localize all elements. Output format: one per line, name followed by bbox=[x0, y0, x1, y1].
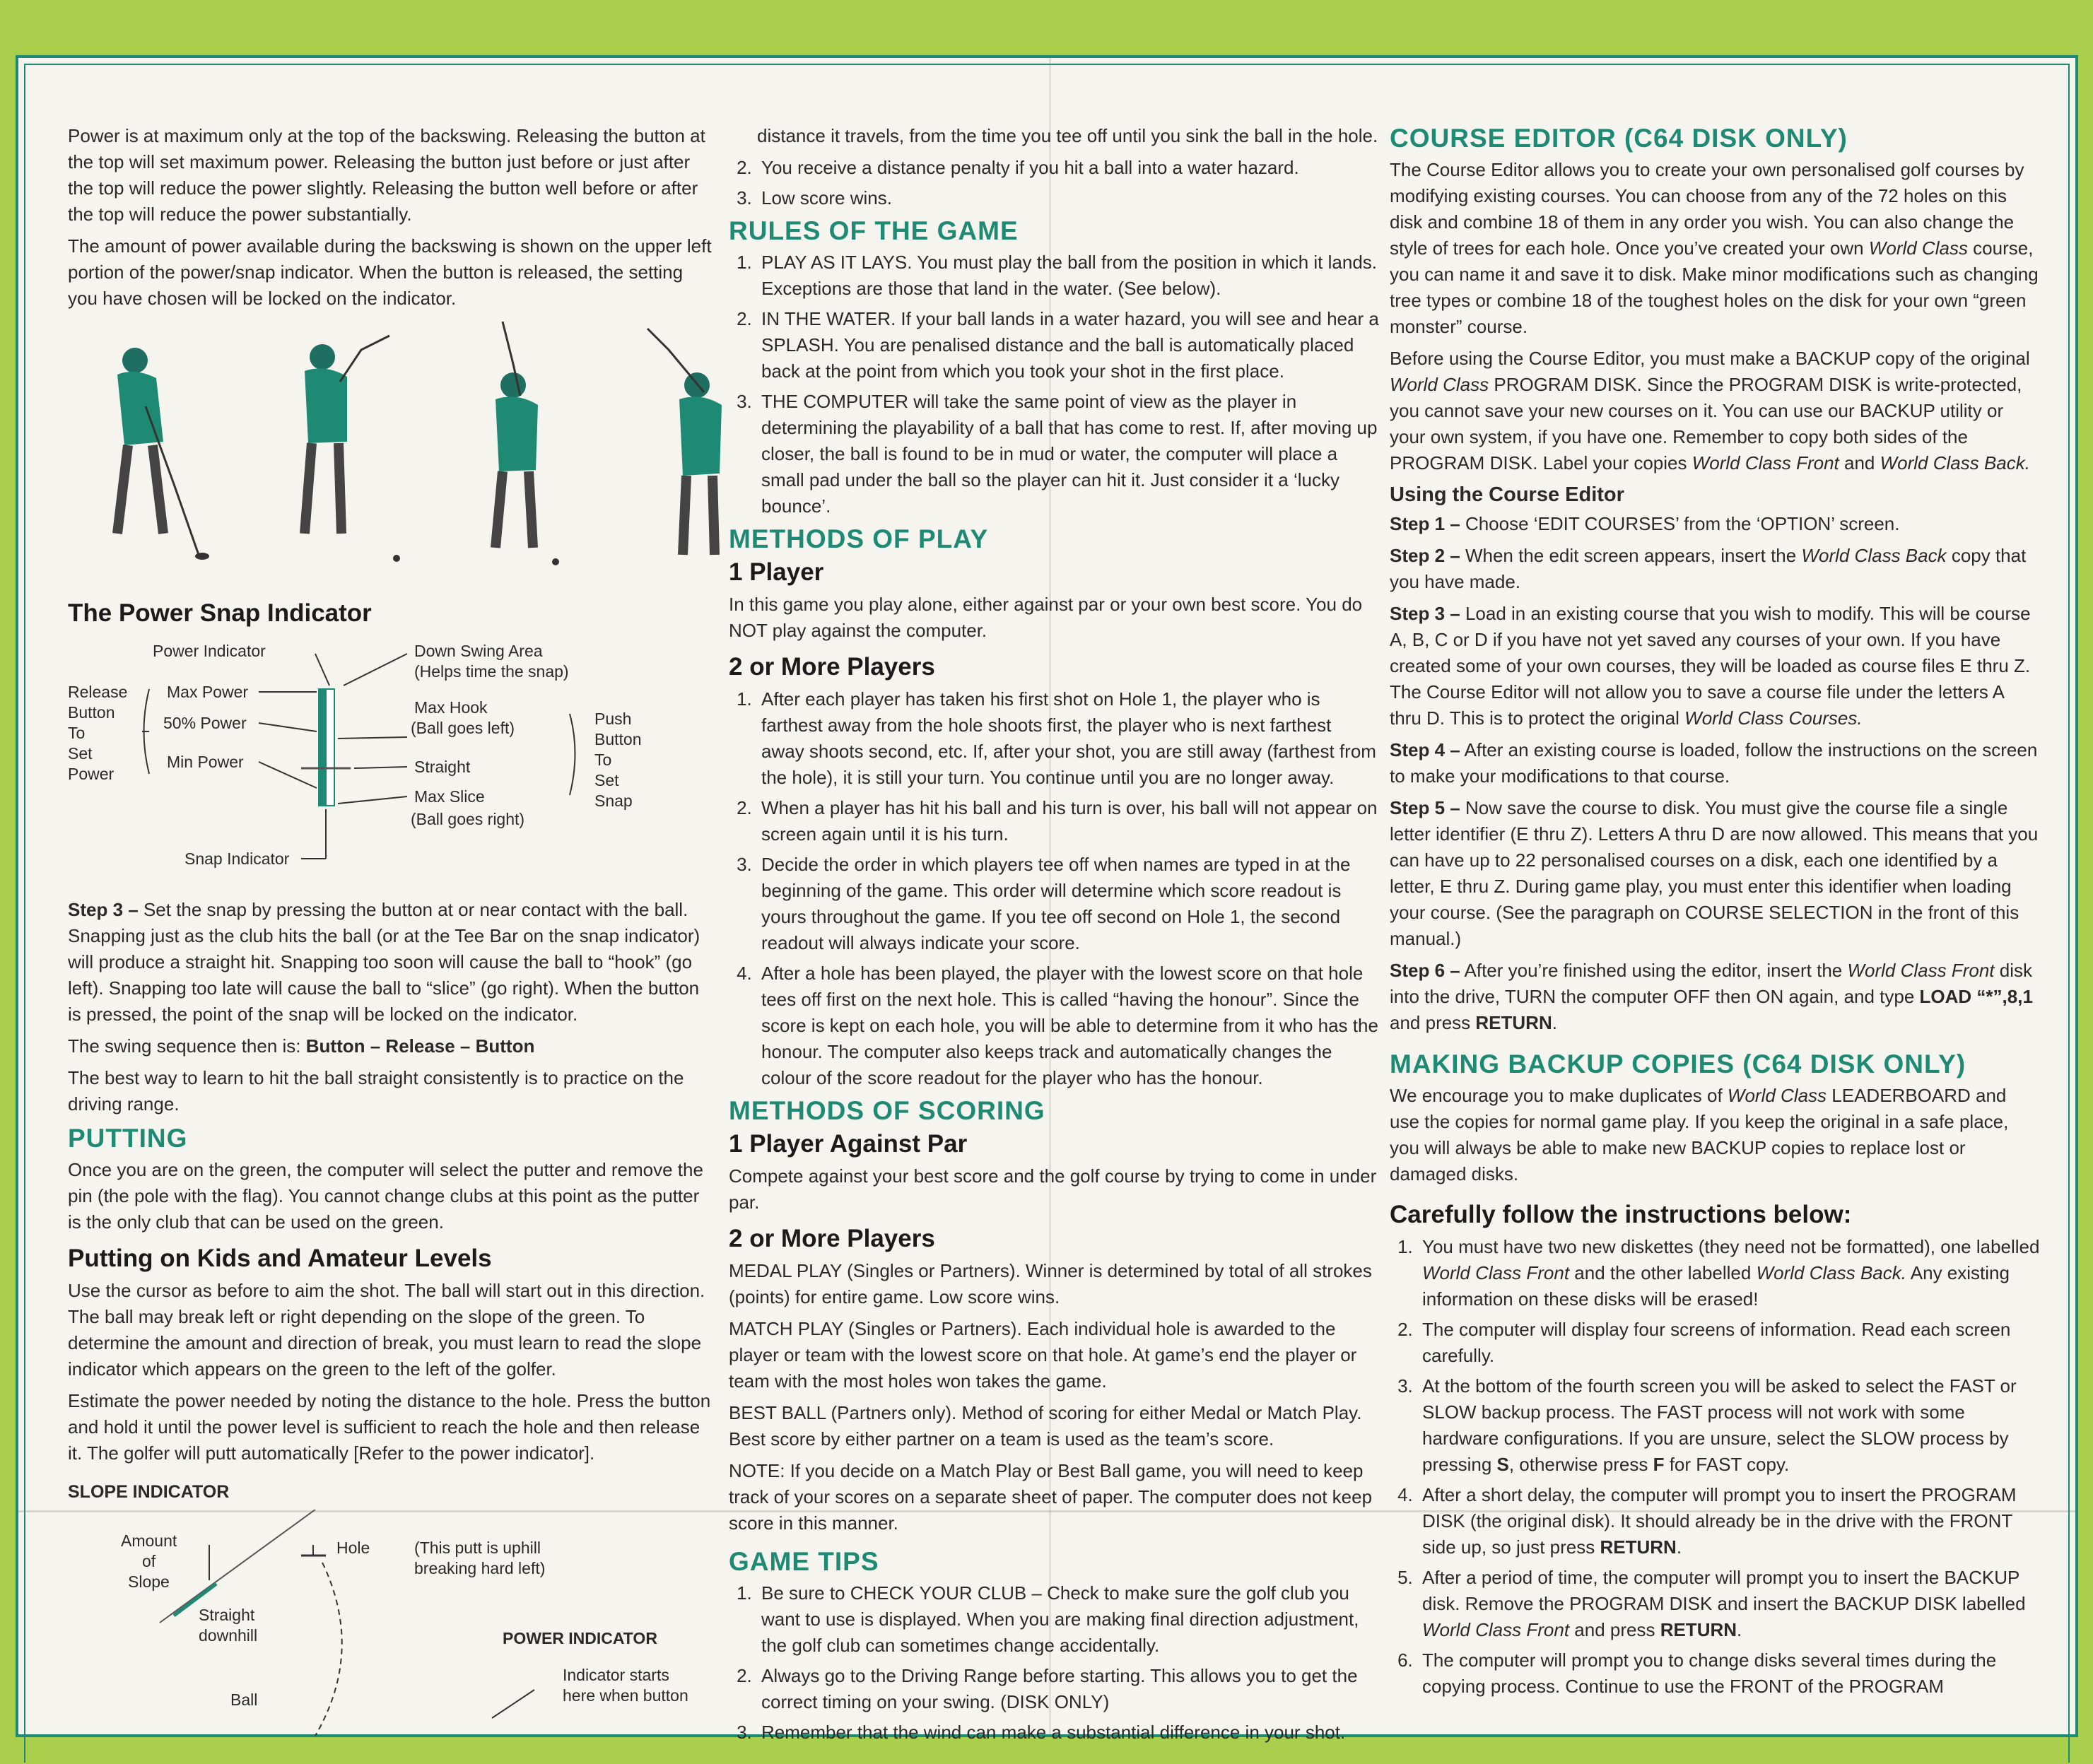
label-slope: Slope bbox=[128, 1572, 170, 1591]
text-run: World Class bbox=[1390, 374, 1489, 395]
list-item: 2. When a player has hit his ball and his turn is over, his ball will not appear on screen again until it is his turn. bbox=[757, 795, 1379, 847]
column-1 bbox=[68, 123, 713, 1764]
label-release-power: Power bbox=[68, 765, 115, 783]
best-way-paragraph: The best way to learn to hit the ball straight consistently is to practice on the driving range. bbox=[68, 1067, 684, 1115]
step-label: Step 3 – bbox=[1390, 603, 1460, 624]
list-item: 3. THE COMPUTER will take the same point of view as the player in determining the playability of a ball that has come to rest. If, after moving up closer, the ball is found to be in mud or water, the computer will place a small pad under the ball so the player can hit it. Just consider it a ‘lucky bounce’. bbox=[757, 389, 1379, 519]
step3-label: Step 3 – bbox=[68, 899, 139, 920]
note-paragraph: NOTE: If you decide on a Match Play or Best Ball game, you will need to keep track of your scores on a separate sheet of paper. The computer does not keep score in this manner. bbox=[729, 1460, 1373, 1534]
label-50-power: 50% Power bbox=[163, 714, 247, 732]
step-label: Step 4 – bbox=[1390, 739, 1460, 760]
text-run: and press bbox=[1390, 1012, 1476, 1033]
text-run: After a period of time, the computer will prompt you to insert the BACKUP disk. Remove the PROGRAM DISK and insert the BACKUP DISK labelled bbox=[1422, 1567, 2026, 1614]
editor-step-6 bbox=[1390, 958, 2040, 1036]
label-straight-downhill-1: Straight bbox=[199, 1606, 255, 1624]
text-run: course, you can name it and save it to disk. Make minor modifications such as changing tree types or combine 18 of the toughest holes on the disk for your own “green monster” course. bbox=[1390, 237, 2039, 337]
text-run: Before using the Course Editor, you must make a BACKUP copy of the original bbox=[1390, 348, 2030, 369]
list-item: 2. IN THE WATER. If your ball lands in a water hazard, you will see and hear a SPLASH. You are penalised distance and the ball is automatically placed back at the point from which you took your shot in the first place. bbox=[757, 306, 1379, 384]
golfer-swing-illustration bbox=[68, 322, 713, 590]
label-straight: Straight bbox=[414, 758, 471, 776]
text-run: World Class Front bbox=[1422, 1619, 1570, 1640]
manual-page bbox=[16, 55, 2078, 1743]
text-run: World Class Front bbox=[1692, 452, 1839, 474]
against-par-heading: 1 Player Against Par bbox=[729, 1130, 968, 1158]
label-amount: Amount bbox=[121, 1531, 177, 1550]
one-player-heading: 1 Player bbox=[729, 558, 824, 586]
text-run: World Class Courses. bbox=[1684, 707, 1863, 729]
list-item: 1. After each player has taken his first shot on Hole 1, the player who is farthest away from the hole shoots first, the player who is next farthest away shoots second, etc. If, after your shot, you are still away (farthest from the hole), it is still your turn. You continue until you are no longer away. bbox=[757, 686, 1379, 791]
label-indicator-starts-2: here when button bbox=[563, 1686, 688, 1705]
list-item bbox=[1418, 1482, 2040, 1560]
key-f: F bbox=[1653, 1454, 1665, 1475]
editor-step-4 bbox=[1390, 737, 2040, 789]
game-tips-list bbox=[729, 1580, 1379, 1746]
label-release: Release bbox=[68, 683, 128, 701]
label-min-power: Min Power bbox=[167, 753, 244, 771]
text-run: World Class Front bbox=[1422, 1262, 1570, 1283]
list-item: 2. Always go to the Driving Range before starting. This allows you to get the correct timing on your swing. (DISK ONLY) bbox=[757, 1663, 1379, 1715]
text-run: disk into the drive, TURN the computer OFF then ON again, and type bbox=[1390, 960, 2032, 1007]
label-ball: Ball bbox=[230, 1690, 258, 1709]
course-editor-paragraph-1 bbox=[1390, 157, 2040, 340]
label-push-set: Set bbox=[594, 771, 619, 789]
carefully-follow-heading: Carefully follow the instructions below: bbox=[1390, 1201, 1852, 1228]
text-run: and press bbox=[1569, 1619, 1660, 1640]
slope-indicator-diagram bbox=[68, 1510, 713, 1764]
backup-heading: MAKING BACKUP COPIES (C64 DISK ONLY) bbox=[1390, 1049, 1966, 1078]
swing-sequence-bold: Button – Release – Button bbox=[305, 1035, 535, 1057]
golfer-top-of-swing-figure bbox=[435, 322, 612, 576]
slope-indicator-heading: SLOPE INDICATOR bbox=[68, 1482, 230, 1502]
step3-text: Set the snap by pressing the button at or near contact with the ball. Snapping just as the club hits the ball (or at the Tee Bar on the snap indicator) will produce a straight hit. Snapping too soon will cause the ball to “hook” (go left). Snapping too late will cause the ball to “slice” (go right). When the button is pressed, the point of the snap will be locked on the indicator. bbox=[68, 899, 700, 1025]
power-snap-diagram bbox=[68, 633, 713, 887]
against-par-paragraph: Compete against your best score and the golf course by trying to come in under par. bbox=[729, 1165, 1377, 1213]
text-run: Any existing information on these disks will be erased! bbox=[1422, 1262, 2010, 1310]
editor-step-2 bbox=[1390, 543, 2040, 595]
text-run: . bbox=[1737, 1619, 1742, 1640]
text-run: copy that you have made. bbox=[1390, 545, 2027, 592]
text-run: After you’re finished using the editor, insert the bbox=[1460, 960, 1848, 981]
text-run: Load in an existing course that you wish to modify. This will be course A, B, C or D if you have not yet saved any courses of your own. If you have created some of your own courses, they will be loaded as course files E thru Z. The Course Editor will not allow you to save a course file under the letters A thru D. This is to protect the original bbox=[1390, 603, 2031, 729]
list-item: 1. Be sure to CHECK YOUR CLUB – Check to make sure the golf club you want to use is displayed. When you are making final direction adjustment, the golf club can sometimes change accidentally. bbox=[757, 1580, 1379, 1659]
text-run: and bbox=[1839, 452, 1880, 474]
label-push-button: Button bbox=[594, 730, 642, 748]
kids-amateur-heading: Putting on Kids and Amateur Levels bbox=[68, 1245, 492, 1272]
power-paragraph: Power is at maximum only at the top of the backswing. Releasing the button at the top will set maximum power. Releasing the button just before or just after the top will reduce the power slightly. Releasing the button well before or after the top will reduce the power substantially. bbox=[68, 125, 705, 225]
methods-of-play-heading: METHODS OF PLAY bbox=[729, 524, 989, 553]
kids-paragraph-1: Use the cursor as before to aim the shot. The ball will start out in this direction. The ball may break left or right depending on the slope of the green. To determine the amount and direction of break, you must learn to read the slope indicator which appears on the green to the left of the golfer. bbox=[68, 1280, 705, 1380]
swing-sequence-text: The swing sequence then is: bbox=[68, 1035, 306, 1057]
return-key: RETURN bbox=[1600, 1536, 1677, 1558]
text-run: and the other labelled bbox=[1569, 1262, 1757, 1283]
label-release-button: Button bbox=[68, 703, 115, 722]
text-run: You must have two new diskettes (they need not be formatted), one labelled bbox=[1422, 1236, 2040, 1257]
rules-list bbox=[729, 249, 1379, 519]
text-run: . bbox=[1552, 1012, 1557, 1033]
list-item: 3. Remember that the wind can make a substantial difference in your shot. bbox=[757, 1719, 1379, 1746]
text-run: LEADERBOARD and use the copies for normal game play. If you keep the original in a safe place, you will always be able to make new BACKUP copies to replace lost or damaged disks. bbox=[1390, 1085, 2009, 1184]
return-key: RETURN bbox=[1475, 1012, 1552, 1033]
label-indicator-starts-1: Indicator starts bbox=[563, 1666, 669, 1684]
course-editor-paragraph-2 bbox=[1390, 346, 2040, 476]
power-snap-title: The Power Snap Indicator bbox=[68, 599, 372, 627]
list-item: 2. You receive a distance penalty if you hit a ball into a water hazard. bbox=[757, 155, 1379, 181]
label-max-hook-note: (Ball goes left) bbox=[411, 719, 515, 737]
step-label: Step 2 – bbox=[1390, 545, 1460, 566]
distance-intro: distance it travels, from the time you tee off until you sink the ball in the hole. bbox=[757, 125, 1378, 146]
two-players-heading: 2 or More Players bbox=[729, 653, 935, 681]
label-push: Push bbox=[594, 710, 632, 728]
list-item: 4. After a hole has been played, the player with the lowest score on that hole tees off first on the next hole. This is called “having the honour”. Since the score is kept on each hole, you will be able to determine from it who has the honour. The computer also keeps track and automatically changes the colour of the score readout for the player who has the honour. bbox=[757, 960, 1379, 1091]
label-push-to: To bbox=[594, 751, 612, 769]
text-run: . bbox=[1676, 1536, 1682, 1558]
putting-heading: PUTTING bbox=[68, 1124, 188, 1153]
text-run: World Class bbox=[1727, 1085, 1827, 1106]
swing-sequence-paragraph bbox=[68, 1033, 713, 1059]
key-s: S bbox=[1496, 1454, 1509, 1475]
label-putt-note-1: (This putt is uphill bbox=[414, 1539, 541, 1557]
scoring-basics-list bbox=[729, 155, 1379, 211]
load-command: LOAD “*”,8,1 bbox=[1919, 986, 2033, 1007]
list-item: 1. PLAY AS IT LAYS. You must play the ball from the position in which it lands. Exceptions are those that land in the water. (See below). bbox=[757, 249, 1379, 302]
golfer-address-figure bbox=[68, 322, 245, 576]
match-play-paragraph: MATCH PLAY (Singles or Partners). Each individual hole is awarded to the player or team with the lowest score on that hole. At game’s end the player or team with the most holes won takes the game. bbox=[729, 1318, 1357, 1392]
list-item: 3. Low score wins. bbox=[757, 185, 1379, 211]
editor-step-1 bbox=[1390, 511, 2040, 537]
game-tips-heading: GAME TIPS bbox=[729, 1547, 879, 1576]
label-of: of bbox=[142, 1552, 156, 1570]
label-hole: Hole bbox=[336, 1539, 370, 1557]
list-item bbox=[1418, 1373, 2040, 1478]
text-run: The Course Editor allows you to create your own personalised golf courses by modifying existing courses. You can choose from any of the 72 holes on this disk and combine 18 of them in any order you wish. You can also change the style of trees for each hole. Once you’ve created your own bbox=[1390, 159, 2024, 259]
list-item: 6. The computer will prompt you to change disks several times during the copying process. Continue to use the FRONT of the PROGRAM bbox=[1418, 1647, 2040, 1700]
text-run: World Class Back. bbox=[1756, 1262, 1906, 1283]
label-max-power: Max Power bbox=[167, 683, 249, 701]
text-run: When the edit screen appears, insert the bbox=[1460, 545, 1802, 566]
course-editor-heading: COURSE EDITOR (C64 DISK ONLY) bbox=[1390, 124, 1848, 153]
label-release-set: Set bbox=[68, 744, 93, 763]
text-run: We encourage you to make duplicates of bbox=[1390, 1085, 1728, 1106]
editor-step-5 bbox=[1390, 795, 2040, 952]
text-run: After an existing course is loaded, follow the instructions on the screen to make your modifications to that course. bbox=[1390, 739, 2038, 787]
list-item: 2. The computer will display four screens of information. Read each screen carefully. bbox=[1418, 1317, 2040, 1369]
label-straight-downhill-2: downhill bbox=[199, 1626, 258, 1645]
kids-paragraph-2: Estimate the power needed by noting the distance to the hole. Press the button and hold it until the power level is sufficient to reach the hole and then release it. The golfer will putt automatically [Refer to the power indicator]. bbox=[68, 1390, 711, 1464]
label-max-slice-note: (Ball goes right) bbox=[411, 810, 525, 828]
backup-instructions-list bbox=[1390, 1234, 2040, 1700]
text-run: PROGRAM DISK. Since the PROGRAM DISK is write-protected, you cannot save your new courses on it. You can use our BACKUP utility or your own system, if you have one. Remember to copy both sides of the PROGRAM DISK. Label your copies bbox=[1390, 374, 2022, 474]
label-down-swing-note: (Helps time the snap) bbox=[414, 662, 569, 681]
backup-paragraph bbox=[1390, 1083, 2040, 1187]
power-snap-diagram-lines bbox=[68, 633, 713, 887]
text-run: for FAST copy. bbox=[1664, 1454, 1790, 1475]
label-power-indicator: Power Indicator bbox=[153, 642, 266, 660]
label-max-hook: Max Hook bbox=[414, 698, 488, 717]
text-run: World Class Back bbox=[1801, 545, 1947, 566]
label-down-swing-area: Down Swing Area bbox=[414, 642, 543, 660]
text-run: , otherwise press bbox=[1508, 1454, 1653, 1475]
one-player-paragraph: In this game you play alone, either against par or your own best score. You do NOT play against the computer. bbox=[729, 594, 1363, 641]
text-run: Now save the course to disk. You must give the course file a single letter identifier (E thru Z). Letters A thru D are now allowed. This means that you can have up to 22 personalised courses on a disk, each one identified by a letter, E thru Z. During game play, you must enter this identifier when loading your course. (See the paragraph on COURSE SELECTION in the front of this manual.) bbox=[1390, 797, 2039, 949]
step3-snap-paragraph bbox=[68, 897, 713, 1028]
label-putt-note-2: breaking hard left) bbox=[414, 1559, 546, 1577]
label-push-snap: Snap bbox=[594, 792, 633, 810]
methods-of-scoring-heading: METHODS OF SCORING bbox=[729, 1096, 1045, 1125]
power-available-paragraph: The amount of power available during the backswing is shown on the upper left portion of the power/snap indicator. When the button is released, the setting you have chosen will be locked on the indicator. bbox=[68, 235, 712, 309]
step-label: Step 1 – bbox=[1390, 513, 1460, 534]
text-run: World Class Front bbox=[1847, 960, 1995, 981]
label-release-to: To bbox=[68, 724, 86, 742]
step-label: Step 5 – bbox=[1390, 797, 1460, 818]
label-max-slice: Max Slice bbox=[414, 787, 485, 806]
using-editor-heading: Using the Course Editor bbox=[1390, 483, 1624, 506]
label-snap-indicator: Snap Indicator bbox=[184, 849, 290, 868]
two-players-list bbox=[729, 686, 1379, 1091]
editor-step-3 bbox=[1390, 601, 2040, 731]
text-run: World Class Back. bbox=[1880, 452, 2030, 474]
scoring-two-players-heading: 2 or More Players bbox=[729, 1225, 935, 1252]
list-item bbox=[1418, 1234, 2040, 1312]
column-3 bbox=[1390, 123, 2040, 1704]
best-ball-paragraph: BEST BALL (Partners only). Method of scoring for either Medal or Match Play. Best score by either partner on a team is used as the team’s score. bbox=[729, 1402, 1362, 1450]
list-item: 3. Decide the order in which players tee off when names are typed in at the beginning of the game. This order will determine which score readout is yours throughout the game. If you tee off second on Hole 1, the second readout will always indicate your score. bbox=[757, 852, 1379, 956]
golfer-backswing-figure bbox=[248, 322, 425, 576]
text-run: After a short delay, the computer will prompt you to insert the PROGRAM DISK (the original disk). It should already be in the drive with the FRONT side up, so just press bbox=[1422, 1484, 2017, 1558]
putting-paragraph: Once you are on the green, the computer will select the putter and remove the pin (the pole with the flag). You cannot change clubs at this point as the putter is the only club that can be used on the green. bbox=[68, 1159, 703, 1233]
list-item bbox=[1418, 1565, 2040, 1643]
text-run: World Class bbox=[1868, 237, 1968, 259]
return-key: RETURN bbox=[1660, 1619, 1737, 1640]
text-run: At the bottom of the fourth screen you will be asked to select the FAST or SLOW backup process. The FAST process will not work with some hardware configurations. If you are unsure, select the SLOW process by pressing bbox=[1422, 1375, 2017, 1475]
text-run: Choose ‘EDIT COURSES’ from the ‘OPTION’ screen. bbox=[1460, 513, 1900, 534]
step-label: Step 6 – bbox=[1390, 960, 1460, 981]
label-power-indicator-heading: POWER INDICATOR bbox=[503, 1629, 657, 1647]
column-2 bbox=[729, 123, 1379, 1750]
rules-heading: RULES OF THE GAME bbox=[729, 216, 1019, 245]
medal-play-paragraph: MEDAL PLAY (Singles or Partners). Winner is determined by total of all strokes (points) for entire game. Low score wins. bbox=[729, 1260, 1372, 1307]
